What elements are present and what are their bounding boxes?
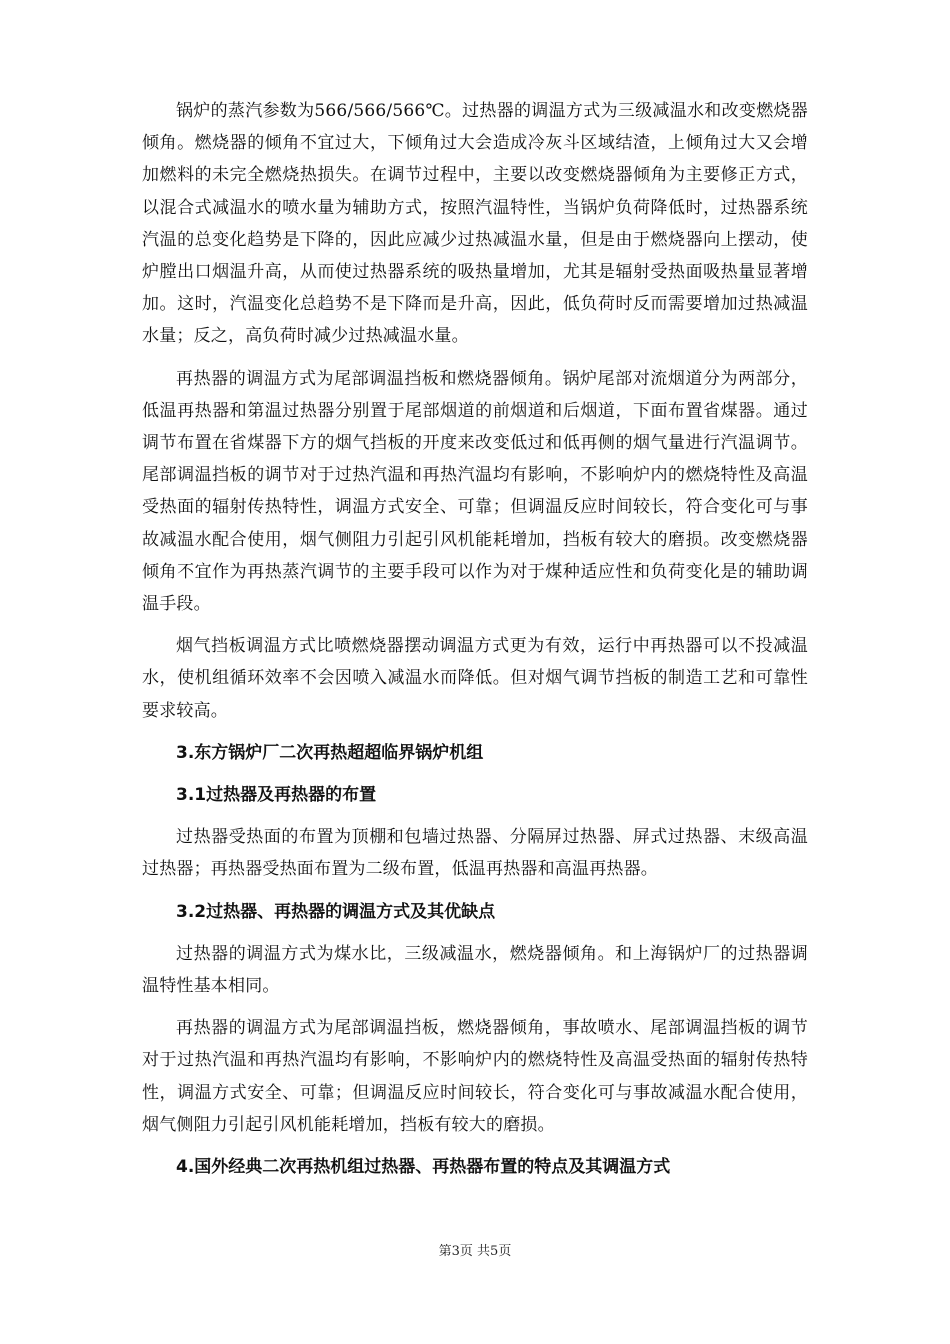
document-body: [142, 95, 808, 1193]
paragraph-superheater-temp-control: 锅炉的蒸汽参数为566/566/566℃。过热器的调温方式为三级减温水和改变燃烧器倾角。燃烧器的倾角不宜过大，下倾角过大会造成冷灰斗区域结渣，上倾角过大又会增加燃料的未完全燃烧热损失。在调节过程中，主要以改变燃烧器倾角为主要修正方式，以混合式减温水的喷水量为辅助方式，按照汽温特性，当锅炉负荷降低时，过热器系统汽温的总变化趋势是下降的，因此应减少过热减温水量，但是由于燃烧器向上摆动，使炉膛出口烟温升高，从而使过热器系统的吸热量增加，尤其是辐射受热面吸热量显著增加。这时，汽温变化总趋势不是下降而是升高，因此，低负荷时反而需要增加过热减温水量；反之，高负荷时减少过热减温水量。: [142, 101, 808, 347]
paragraph-flue-gas-damper: 烟气挡板调温方式比喷燃烧器摆动调温方式更为有效，运行中再热器可以不投减温水，使机组循环效率不会因喷入减温水而降低。但对烟气调节挡板的制造工艺和可靠性要求较高。: [142, 636, 808, 721]
paragraph-superheater-methods: 过热器的调温方式为煤水比，三级减温水，燃烧器倾角。和上海锅炉厂的过热器调温特性基本相同。: [142, 943, 808, 997]
section-heading-3: 3.东方锅炉厂二次再热超超临界锅炉机组: [176, 742, 484, 763]
paragraph-reheater-methods: 再热器的调温方式为尾部调温挡板，燃烧器倾角，事故喷水、尾部调温挡板的调节对于过热汽温和再热汽温均有影响，不影响炉内的燃烧特性及高温受热面的辐射传热特性，调温方式安全、可靠；但调温反应时间较长，符合变化可与事故减温水配合使用，烟气侧阻力引起引风机能耗增加，挡板有较大的磨损。: [142, 1018, 808, 1135]
section-heading-3-1: 3.1过热器及再热器的布置: [176, 785, 377, 806]
page-number-footer: 第3页 共5页: [438, 1244, 512, 1259]
section-heading-3-2: 3.2过热器、再热器的调温方式及其优缺点: [176, 901, 496, 922]
section-heading-4: 4.国外经典二次再热机组过热器、再热器布置的特点及其调温方式: [176, 1157, 671, 1178]
paragraph-heating-surface-layout: 过热器受热面的布置为顶棚和包墙过热器、分隔屏过热器、屏式过热器、末级高温过热器；再热器受热面布置为二级布置，低温再热器和高温再热器。: [142, 827, 808, 880]
paragraph-reheater-temp-control: 再热器的调温方式为尾部调温挡板和燃烧器倾角。锅炉尾部对流烟道分为两部分，低温再热器和第温过热器分别置于尾部烟道的前烟道和后烟道，下面布置省煤器。通过调节布置在省煤器下方的烟气挡板的开度来改变低过和低再侧的烟气量进行汽温调节。尾部调温挡板的调节对于过热汽温和再热汽温均有影响，不影响炉内的燃烧特性及高温受热面的辐射传热特性，调温方式安全、可靠；但调温反应时间较长，符合变化可与事故减温水配合使用，烟气侧阻力引起引风机能耗增加，挡板有较大的磨损。改变燃烧器倾角不宜作为再热蒸汽调节的主要手段可以作为对于煤种适应性和负荷变化是的辅助调温手段。: [142, 368, 808, 615]
